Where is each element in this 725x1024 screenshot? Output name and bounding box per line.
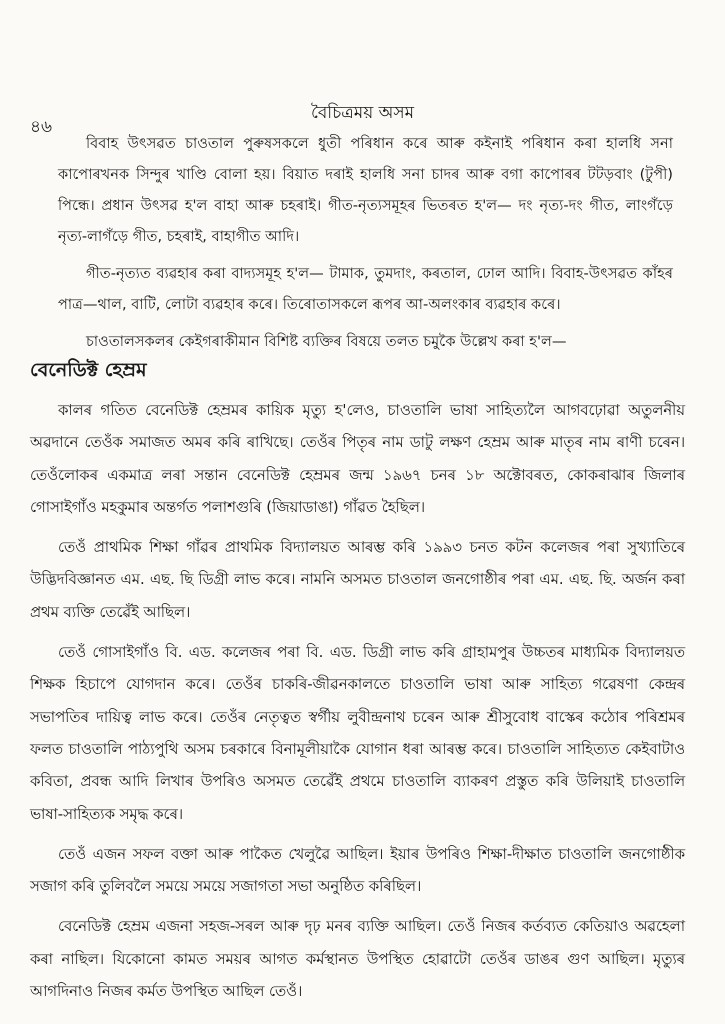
paragraph: গীত-নৃত্যত ব্যৱহাৰ কৰা বাদ্যসমূহ হ'ল— টামাক, তুমদাং, কৰতাল, ঢোল আদি। বিবাহ-উৎসৱত কাঁহৰ পাত্ৰ—থাল, বাটি, লোটা ব্যৱহাৰ কৰে। তিৰোতাসকলে ৰূপৰ আ-অলংকাৰ ব্যৱহাৰ কৰে।: [58, 265, 673, 313]
intro-text: [58, 128, 673, 363]
paragraph: কালৰ গতিত বেনেডিক্ট হেম্ৰমৰ কায়িক মৃত্যু হ'লেও, চাওতালি ভাষা সাহিত্যলৈ আগবঢ়োৱা অতুলনীয় অৱদানে তেওঁক সমাজত অমৰ কৰি ৰাখিছে। তেওঁৰ পিতৃৰ নাম ডাটু লক্ষণ হেম্ৰম আৰু মাতৃৰ নাম ৰাণী চৰেন। তেওঁলোকৰ একমাত্ৰ লৰা সন্তান বেনেডিক্ট হেম্ৰমৰ জন্ম ১৯৬৭ চনৰ ১৮ অক্টোবৰত, কোকৰাঝাৰ জিলাৰ গোসাইগাঁও মহকুমাৰ অন্তৰ্গত পলাশগুৰি (জিয়াডাঙা) গাঁৱত হৈছিল।: [30, 402, 685, 516]
page-number: ৪৬: [30, 117, 53, 137]
section-benedict-hembrom: [30, 355, 685, 1016]
paragraph: তেওঁ এজন সফল বক্তা আৰু পাকৈত খেলুৱৈ আছিল। ইয়াৰ উপৰিও শিক্ষা-দীক্ষাত চাওতালি জনগোষ্ঠীক সজাগ কৰি তুলিবলৈ সময়ে সময়ে সজাগতা সভা অনুষ্ঠিত কৰিছিল।: [30, 845, 685, 896]
section-heading: বেনেডিক্ট হেম্ৰম: [30, 359, 147, 381]
paragraph: বেনেডিক্ট হেম্ৰম এজনা সহজ-সৰল আৰু দৃঢ় মনৰ ব্যক্তি আছিল। তেওঁ নিজৰ কৰ্তব্যত কেতিয়াও অৱহেলা কৰা নাছিল। যিকোনো কামত সময়ৰ আগত কৰ্মস্থানত উপস্থিত হোৱাটো তেওঁৰ ডাঙৰ গুণ আছিল। মৃত্যুৰ আগদিনাও নিজৰ কৰ্মত উপস্থিত আছিল তেওঁ।: [30, 918, 685, 1001]
running-header: বৈচিত্ৰময় অসম: [310, 103, 415, 123]
paragraph: বিবাহ উৎসৱত চাওতাল পুৰুষসকলে ধুতী পৰিধান কৰে আৰু কইনাই পৰিধান কৰা হালধি সনা কাপোৰখনক সিন্দুৰ খাণ্ডি বোলা হয়। বিয়াত দৰাই হালধি সনা চাদৰ আৰু বগা কাপোৰৰ টটড়বাং (টুপী) পিন্ধে। প্ৰধান উৎসৱ হ'ল বাহা আৰু চহৰাই। গীত-নৃত্যসমূহৰ ভিতৰত হ'ল— দং নৃত্য-দং গীত, লাংগঁড়ে নৃত্য-লাগঁড়ে গীত, চহৰাই, বাহাগীত আদি।: [58, 135, 673, 245]
paragraph: তেওঁ গোসাইগাঁও বি. এড. কলেজৰ পৰা বি. এড. ডিগ্ৰী লাভ কৰি গ্ৰাহামপুৰ উচ্চতৰ মাধ্যমিক বিদ্যালয়ত শিক্ষক হিচাপে যোগদান কৰে। তেওঁৰ চাকৰি-জীৱনকালতে চাওতালি ভাষা আৰু সাহিত্য গৱেষণা কেন্দ্ৰৰ সভাপতিৰ দায়িত্ব লাভ কৰে। তেওঁৰ নেতৃত্বত স্বৰ্গীয় লুবীন্দ্ৰনাথ চৰেন আৰু শ্ৰীসুবোধ বাস্কেৰ কঠোৰ পৰিশ্ৰমৰ ফলত চাওতালি পাঠ্যপুথি অসম চৰকাৰে বিনামূলীয়াকৈ যোগান ধৰা আৰম্ভ কৰে। চাওতালি সাহিত্যত কেইবাটাও কবিতা, প্ৰবন্ধ আদি লিখাৰ উপৰিও অসমত তেৱেঁই প্ৰথমে চাওতালি ব্যাকৰণ প্ৰস্তুত কৰি উলিয়াই চাওতালি ভাষা-সাহিত্যক সমৃদ্ধ কৰে।: [30, 644, 685, 823]
paragraph: তেওঁ প্ৰাথমিক শিক্ষা গাঁৱৰ প্ৰাথমিক বিদ্যালয়ত আৰম্ভ কৰি ১৯৯৩ চনত কটন কলেজৰ পৰা সুখ্যাতিৰে উদ্ভিদবিজ্ঞানত এম. এছ. ছি ডিগ্ৰী লাভ কৰে। নামনি অসমত চাওতাল জনগোষ্ঠীৰ পৰা এম. এছ. ছি. অৰ্জন কৰা প্ৰথম ব্যক্তি তেৱেঁই আছিল।: [30, 539, 685, 621]
paragraph: চাওতালসকলৰ কেইগৰাকীমান বিশিষ্ট ব্যক্তিৰ বিষয়ে তলত চমুকৈ উল্লেখ কৰা হ'ল—: [86, 333, 567, 350]
